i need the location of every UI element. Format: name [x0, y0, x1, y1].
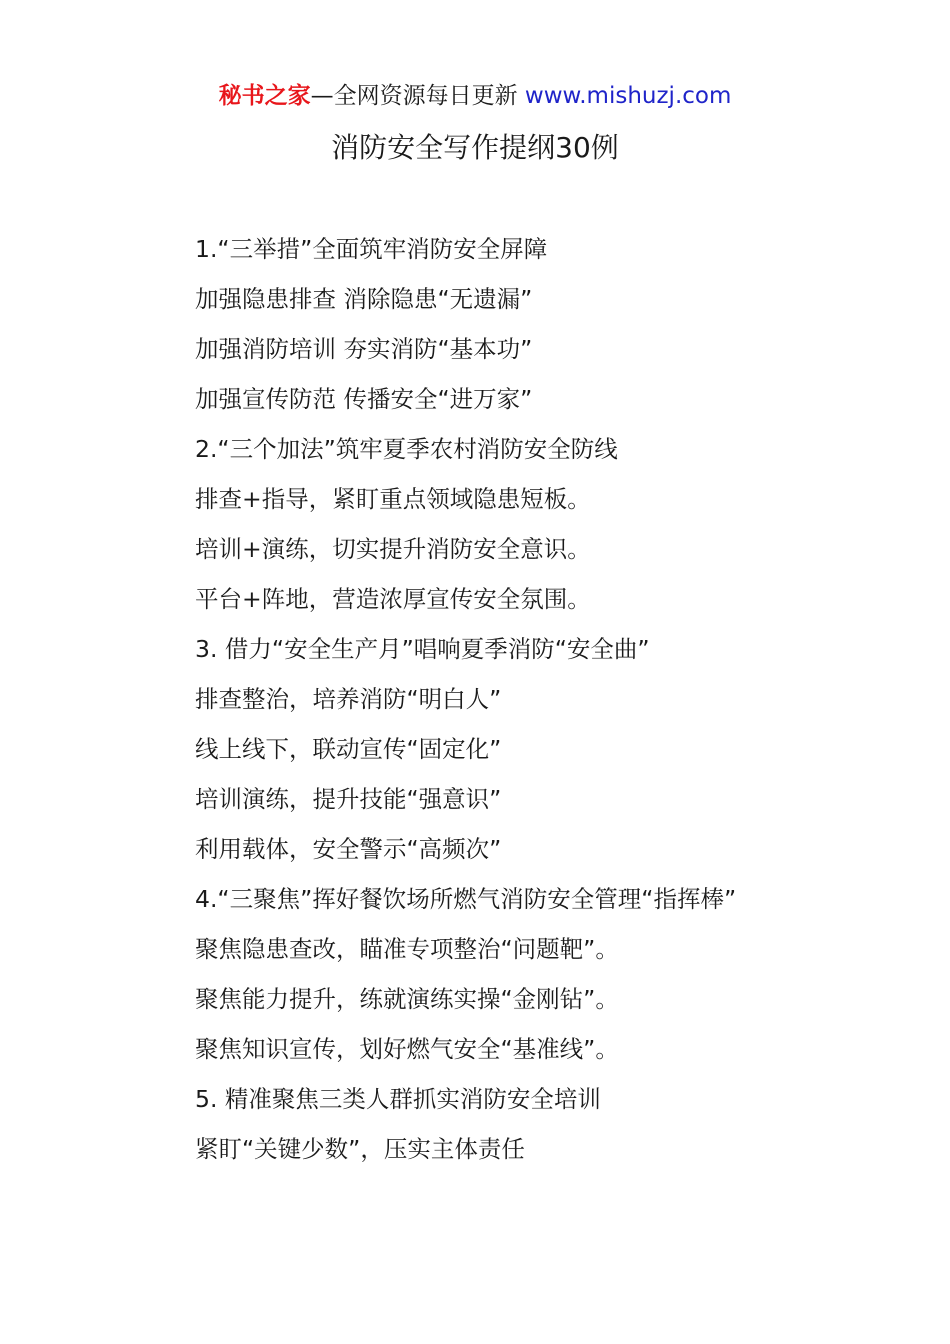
- outline-line: 平台+阵地，营造浓厚宣传安全氛围。: [195, 585, 591, 613]
- outline-line: 培训+演练，切实提升消防安全意识。: [195, 535, 591, 563]
- outline-line: 排查整治，培养消防“明白人”: [195, 685, 502, 713]
- outline-line: 排查+指导，紧盯重点领域隐患短板。: [195, 485, 591, 513]
- page-header: [0, 80, 950, 112]
- outline-line: 聚焦能力提升，练就演练实操“金刚钻”。: [195, 985, 619, 1013]
- outline-line: 5. 精准聚焦三类人群抓实消防安全培训: [195, 1085, 601, 1113]
- outline-line: 3. 借力“安全生产月”唱响夏季消防“安全曲”: [195, 635, 650, 663]
- outline-line: 聚焦隐患查改，瞄准专项整治“问题靶”。: [195, 935, 619, 963]
- outline-line: 利用载体，安全警示“高频次”: [195, 835, 502, 863]
- outline-line: 2.“三个加法”筑牢夏季农村消防安全防线: [195, 435, 618, 463]
- outline-line: 4.“三聚焦”挥好餐饮场所燃气消防安全管理“指挥棒”: [195, 885, 737, 913]
- outline-line: 线上线下，联动宣传“固定化”: [195, 735, 502, 763]
- site-link[interactable]: www.mishuzj.com: [524, 83, 732, 109]
- outline-line: 培训演练，提升技能“强意识”: [195, 785, 502, 813]
- document-title: 消防安全写作提纲30例: [331, 131, 619, 164]
- outline-line: 紧盯“关键少数”，压实主体责任: [195, 1135, 525, 1163]
- outline-line: 1.“三举措”全面筑牢消防安全屏障: [195, 235, 548, 263]
- outline-line: 加强隐患排查 消除隐患“无遗漏”: [195, 285, 533, 313]
- outline-line: 加强消防培训 夯实消防“基本功”: [195, 335, 533, 363]
- outline-line: 聚焦知识宣传，划好燃气安全“基准线”。: [195, 1035, 619, 1063]
- outline-line: 加强宣传防范 传播安全“进万家”: [195, 385, 533, 413]
- header-tagline: —全网资源每日更新: [310, 83, 525, 109]
- document-body: [145, 224, 810, 1174]
- brand-name: 秘书之家: [218, 83, 311, 109]
